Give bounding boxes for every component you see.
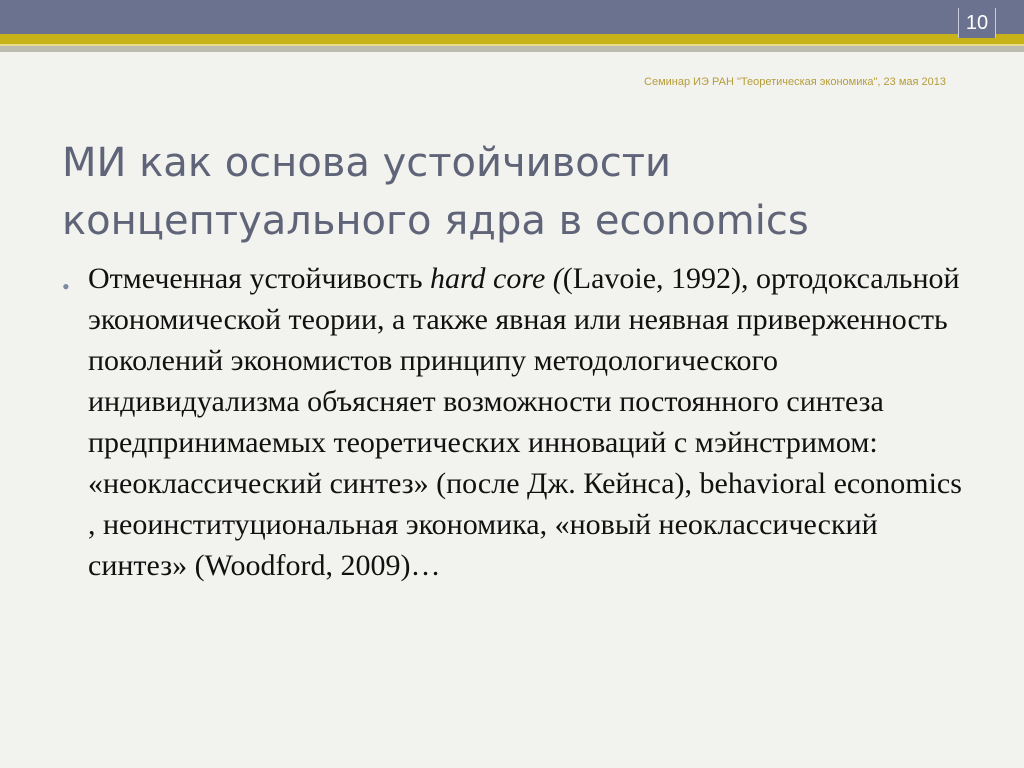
slide-number: 10 bbox=[958, 8, 996, 38]
bullet-dot-icon: • bbox=[62, 274, 70, 299]
top-decorative-bar bbox=[0, 0, 1024, 34]
header-note: Семинар ИЭ РАН "Теоретическая экономика", 23 мая 2013 bbox=[644, 76, 946, 88]
bullet-list bbox=[62, 258, 962, 586]
accent-stripe bbox=[0, 34, 1024, 44]
slide-title: МИ как основа устойчивости концептуального ядра в economics bbox=[62, 140, 809, 244]
bullet-item bbox=[62, 258, 962, 586]
bullet-text-after: (Lavoie, 1992), ортодоксальной экономической теории, а также явная или неявная приверженность поколений экономистов принципу методологического индивидуализма объясняет возможности постоянного синтеза предпринимаемых теоретических инноваций с мэйнстримом: «неоклассический синтез» (после Дж. Кейнса), behavioral economics , неоинституциональная экономика, «новый неоклассический синтез» (Woodford, 2009)… bbox=[88, 262, 962, 582]
accent-stripe-gray bbox=[0, 46, 1024, 52]
bullet-text-before: Отмеченная устойчивость bbox=[88, 262, 430, 295]
bullet-italic-text: hard core ( bbox=[430, 262, 563, 295]
